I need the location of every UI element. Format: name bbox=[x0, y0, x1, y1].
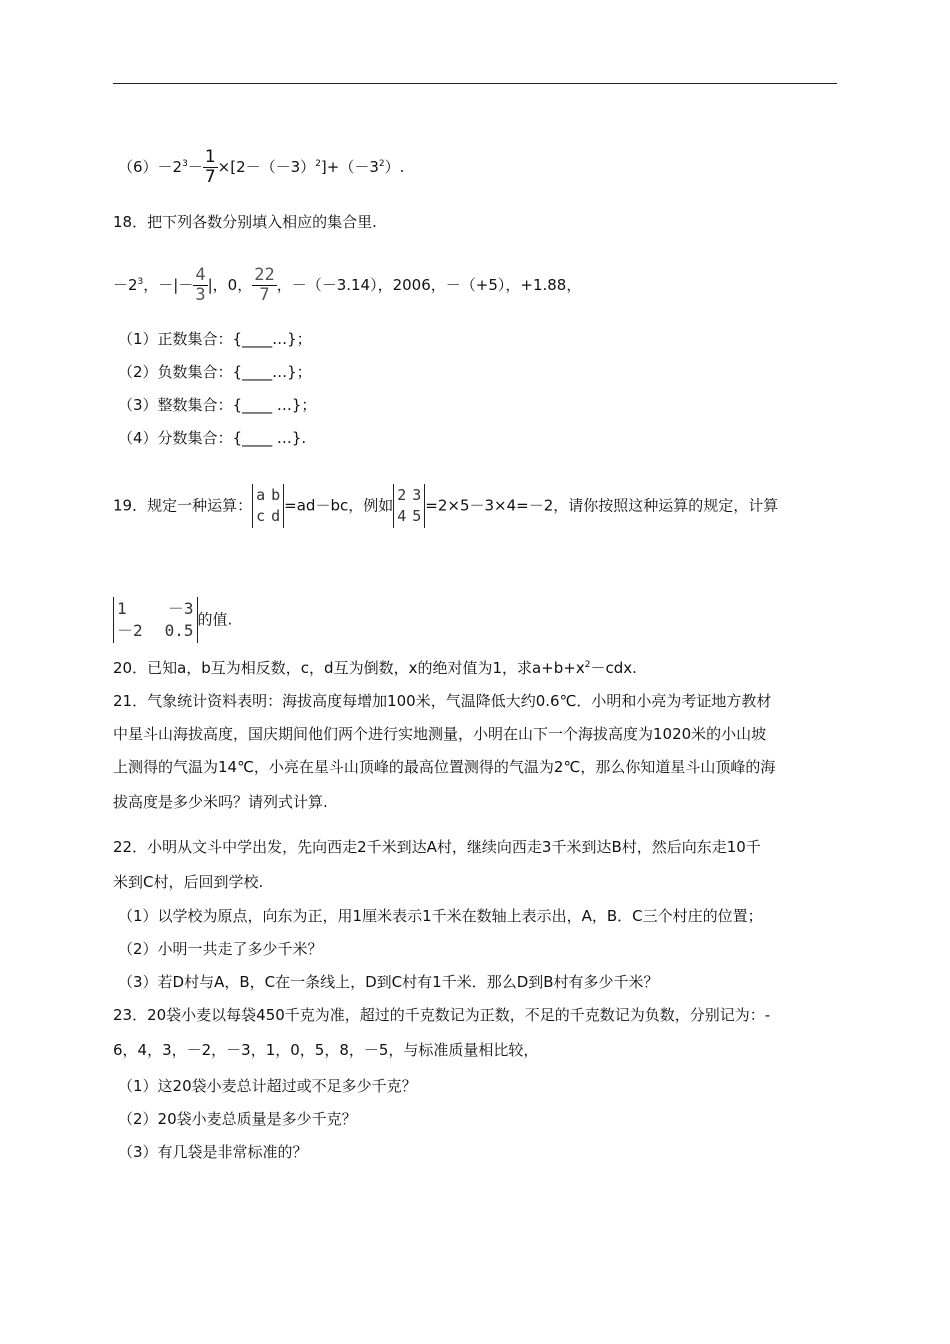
q18-numbers: $-2^3$，－|－ $\frac{4}{3}$ |，0， $\frac{22}{7}$ ，－（－3.14），2006，－（+5），+1.88， bbox=[113, 265, 582, 305]
q21-line-4: 拔高度是多少米吗？请列式计算. bbox=[113, 793, 328, 811]
matrix-target: 1 －3 －2 0.5 bbox=[113, 597, 198, 643]
q22-item-3: （3）若D村与A，B，C在一条线上，D到C村有1千米．那么D到B村有多少千米？ bbox=[118, 973, 659, 991]
fraction-twentytwo-sevenths: $\frac{22}{7}$ bbox=[254, 265, 275, 305]
q23-line-2: 6，4，3，－2，－3，1，0，5，8，－5，与标准质量相比较， bbox=[113, 1041, 539, 1059]
matrix-example: 2 3 4 5 bbox=[393, 484, 425, 528]
q19-target: 1 －3 －2 0.5 的值. bbox=[113, 597, 232, 643]
q17-part6: $(6)-2^3-$ $\frac{1}{7}$ $\times[2-(-3)^2]+(-3^2)$. bbox=[118, 147, 405, 187]
item-label: （6） bbox=[118, 158, 158, 176]
q21-line-3: 上测得的气温为14℃，小亮在星斗山顶峰的最高位置测得的气温为2℃，那么你知道星斗山顶峰的海 bbox=[113, 758, 776, 776]
q20-text: 20．已知a，b互为相反数，c，d互为倒数，x的绝对值为1，求$a+b+x^2-cdx$. bbox=[113, 659, 637, 677]
fraction-four-thirds: $\frac{4}{3}$ bbox=[195, 265, 206, 305]
q18-item-negative: （2）负数集合：{____…}； bbox=[118, 363, 312, 381]
q23-line-1: 23．20袋小麦以每袋450千克为准，超过的千克数记为正数，不足的千克数记为负数，分别记为：- bbox=[113, 1006, 771, 1024]
q18-item-fraction: （4）分数集合：{____ …}. bbox=[118, 429, 307, 447]
header-rule bbox=[113, 83, 837, 84]
q23-item-2: （2）20袋小麦总质量是多少千克？ bbox=[118, 1110, 357, 1128]
q23-item-3: （3）有几袋是非常标准的？ bbox=[118, 1143, 308, 1161]
q22-item-2: （2）小明一共走了多少千米？ bbox=[118, 940, 323, 958]
q21-line-1: 21．气象统计资料表明：海拔高度每增加100米，气温降低大约0.6℃．小明和小亮为考证地方教材 bbox=[113, 692, 772, 710]
q18-title: 18．把下列各数分别填入相应的集合里. bbox=[113, 213, 377, 231]
q18-item-positive: （1）正数集合：{____…}； bbox=[118, 330, 312, 348]
matrix-abcd: a b c d bbox=[252, 484, 284, 528]
q22-item-1: （1）以学校为原点，向东为正，用1厘米表示1千米在数轴上表示出，A，B．C三个村庄的位置； bbox=[118, 907, 763, 925]
q21-line-2: 中星斗山海拔高度，国庆期间他们两个进行实地测量，小明在山下一个海拔高度为1020米的小山坡 bbox=[113, 725, 767, 743]
q18-item-integer: （3）整数集合：{____ …}； bbox=[118, 396, 317, 414]
q22-line-2: 米到C村，后回到学校. bbox=[113, 873, 264, 891]
q19-text: 19．规定一种运算： a b c d =ad－bc，例如 2 3 4 5 =2×5－3×4=－2，请你按照这种运算的规定，计算 bbox=[113, 484, 778, 528]
q22-line-1: 22．小明从文斗中学出发，先向西走2千米到达A村，继续向西走3千米到达B村，然后向东走10千 bbox=[113, 838, 761, 856]
q23-item-1: （1）这20袋小麦总计超过或不足多少千克？ bbox=[118, 1077, 417, 1095]
fraction-one-seventh: $\frac{1}{7}$ bbox=[204, 147, 216, 187]
